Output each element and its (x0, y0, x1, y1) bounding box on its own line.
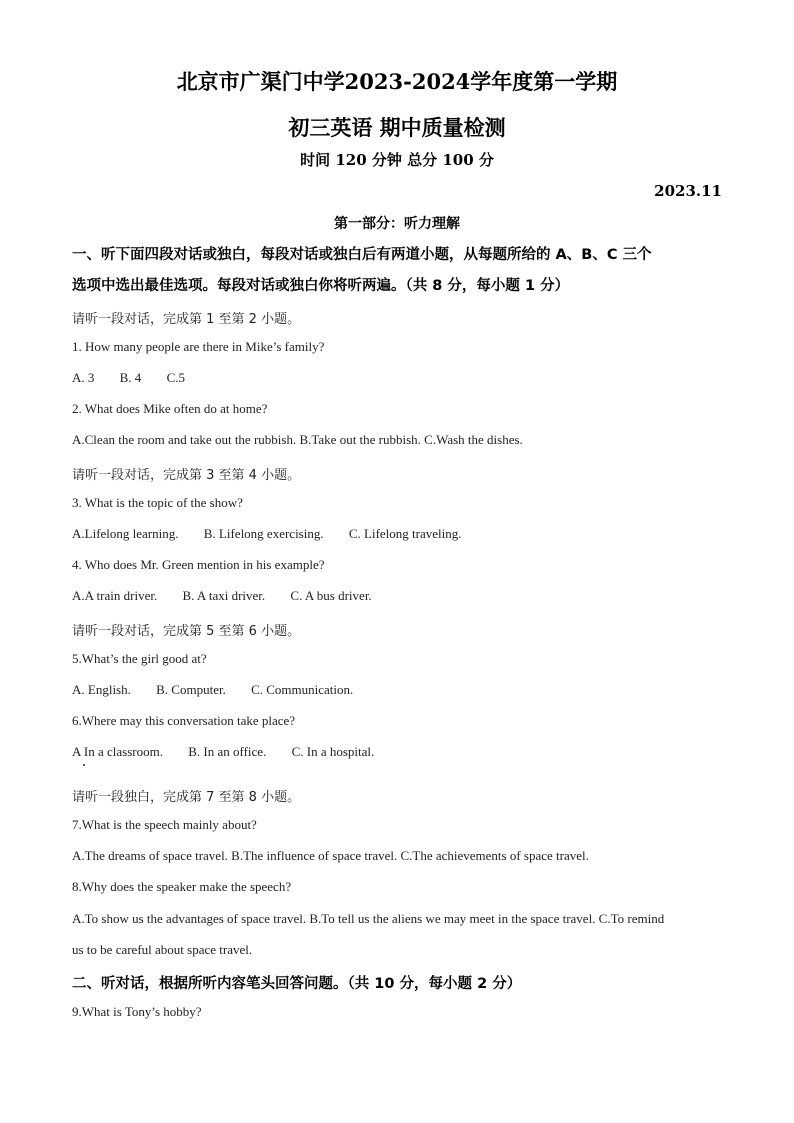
option-c: C.5 (166, 370, 185, 385)
option-c: C. In a hospital. (291, 744, 375, 759)
question-5: 5.What’s the girl good at? (72, 651, 207, 666)
question-3: 3. What is the topic of the show? (72, 495, 243, 510)
dialog3-instruction: 请听一段对话，完成第 5 至第 6 小题。 (72, 624, 301, 639)
exam-title: 北京市广渠门中学2023-2024学年度第一学期 (176, 69, 618, 94)
question-6-options (72, 744, 396, 760)
part1-instruction-line2: 选项中选出最佳选项。每段对话或独白你将听两遍。（共 8 分，每小题 1 分） (72, 278, 570, 294)
option-c: C. A bus driver. (290, 588, 372, 603)
question-9: 9.What is Tony’s hobby? (72, 1004, 202, 1019)
option-a: A.A train driver. (72, 588, 158, 603)
option-b: B. Computer. (156, 682, 226, 697)
option-a: A. English. (72, 682, 131, 697)
question-3-options (72, 526, 484, 542)
question-1-options (72, 370, 207, 386)
option-c: C. Lifelong traveling. (348, 526, 462, 541)
question-8-options-line1: A.To show us the advantages of space travel. B.To tell us the aliens we may meet in the space travel. C.To remind (72, 911, 665, 926)
dialog1-instruction: 请听一段对话，完成第 1 至第 2 小题。 (72, 312, 301, 327)
question-8-options-line2: us to be careful about space travel. (72, 942, 253, 957)
section-heading: 第一部分：听力理解 (334, 216, 460, 232)
question-4: 4. Who does Mr. Green mention in his example? (72, 557, 325, 572)
question-7: 7.What is the speech mainly about? (72, 817, 257, 832)
part1-instruction-line1: 一、听下面四段对话或独白，每段对话或独白后有两道小题，从每题所给的 A、B、C 三个 (72, 247, 652, 263)
option-b: B. In an office. (188, 744, 267, 759)
option-b: B. A taxi driver. (182, 588, 266, 603)
question-5-options (72, 682, 375, 698)
question-8: 8.Why does the speaker make the speech? (72, 879, 292, 894)
option-b: B. Lifelong exercising. (203, 526, 324, 541)
question-2: 2. What does Mike often do at home? (72, 401, 268, 416)
option-c: C. Communication. (251, 682, 354, 697)
option-b: B. 4 (119, 370, 142, 385)
question-1: 1. How many people are there in Mike’s family? (72, 339, 325, 354)
question-6: 6.Where may this conversation take place? (72, 713, 296, 728)
question-2-options: A.Clean the room and take out the rubbish. B.Take out the rubbish. C.Wash the dishes. (72, 432, 523, 447)
exam-time-info: 时间 120 分钟 总分 100 分 (300, 151, 494, 169)
option-a: A In a classroom. (72, 744, 163, 759)
part2-instruction: 二、听对话，根据所听内容笔头回答问题。（共 10 分，每小题 2 分） (72, 976, 522, 992)
exam-date: 2023.11 (654, 182, 722, 200)
dialog2-instruction: 请听一段对话，完成第 3 至第 4 小题。 (72, 468, 301, 483)
exam-subtitle: 初三英语 期中质量检测 (288, 115, 506, 140)
question-4-options (72, 588, 394, 604)
question-7-options: A.The dreams of space travel. B.The influence of space travel. C.The achievements of space travel. (72, 848, 589, 863)
option-a: A. 3 (72, 370, 95, 385)
monologue-instruction: 请听一段独白，完成第 7 至第 8 小题。 (72, 790, 301, 805)
stray-dot (83, 764, 85, 766)
option-a: A.Lifelong learning. (72, 526, 179, 541)
